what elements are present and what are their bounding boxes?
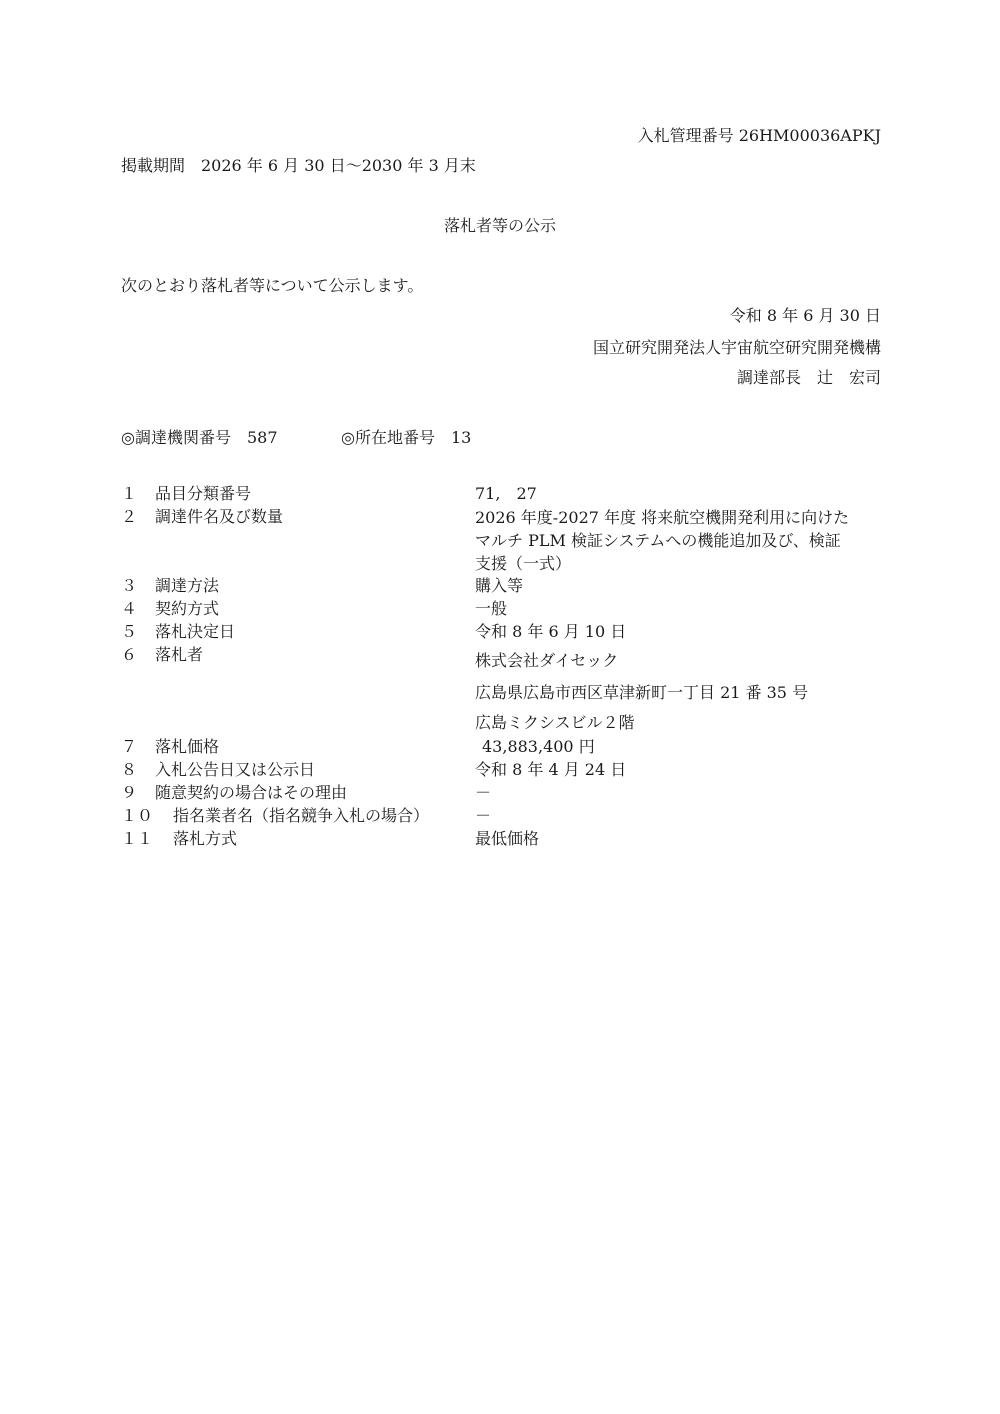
- item-label: 随意契約の場合はその理由: [155, 783, 348, 802]
- winner-address: 広島県広島市西区草津新町一丁目 21 番 35 号: [475, 683, 809, 702]
- location-code: ◎所在地番号 13: [341, 428, 472, 447]
- item-number: ６: [121, 645, 138, 664]
- item-label: 入札公告日又は公示日: [155, 760, 316, 779]
- item-value-line: 支援（一式）: [475, 554, 572, 573]
- item-value: 一般: [475, 599, 508, 618]
- item-label: 品目分類番号: [155, 484, 252, 503]
- procurement-agency-code: ◎調達機関番号 587: [121, 428, 278, 447]
- winner-name: 株式会社ダイセック: [475, 651, 619, 670]
- item-label: 落札価格: [155, 737, 220, 756]
- item-number: ７: [121, 737, 138, 756]
- item-number: １: [121, 484, 138, 503]
- item-number: １１: [121, 829, 154, 848]
- item-label: 調達方法: [155, 576, 220, 595]
- item-row: [121, 739, 881, 762]
- item-row: [121, 601, 881, 624]
- page-title: 落札者等の公示: [443, 216, 556, 235]
- item-value: －: [475, 806, 492, 825]
- winner-building: 広島ミクシスビル２階: [475, 713, 635, 732]
- item-value: 令和 8 年 6 月 10 日: [475, 622, 627, 641]
- item-label: 落札方式: [173, 829, 238, 848]
- intro-text: 次のとおり落札者等について公示します。: [121, 276, 424, 295]
- item-label: 指名業者名（指名競争入札の場合）: [173, 806, 430, 825]
- item-number: １０: [121, 806, 154, 825]
- item-row: [121, 578, 881, 601]
- issuer-organization: 国立研究開発法人宇宙航空研究開発機構: [592, 338, 881, 357]
- item-number: ４: [121, 599, 138, 618]
- issuer-official: 調達部長 辻 宏司: [736, 368, 881, 387]
- item-label: 落札者: [155, 645, 204, 664]
- item-row: [121, 785, 881, 808]
- item-label: 落札決定日: [155, 622, 236, 641]
- item-value-line: マルチ PLM 検証システムへの機能追加及び、検証: [475, 531, 841, 550]
- item-value: 最低価格: [475, 829, 540, 848]
- item-number: ２: [121, 507, 138, 526]
- item-number: ３: [121, 576, 138, 595]
- issue-date: 令和 8 年 6 月 30 日: [729, 306, 881, 325]
- item-value-line: 2026 年度-2027 年度 将来航空機開発利用に向けた: [475, 508, 850, 527]
- item-value: 71, 27: [475, 484, 537, 503]
- tender-number: 入札管理番号 26HM00036APKJ: [637, 126, 881, 145]
- item-number: ５: [121, 622, 138, 641]
- item-label: 契約方式: [155, 599, 220, 618]
- posting-period: 掲載期間 2026 年 6 月 30 日～2030 年 3 月末: [121, 156, 476, 175]
- item-row: [121, 624, 881, 647]
- item-value: 令和 8 年 4 月 24 日: [475, 760, 627, 779]
- item-row: [121, 808, 881, 831]
- item-value: －: [475, 783, 492, 802]
- item-value: [475, 506, 885, 575]
- item-row: [121, 831, 881, 854]
- item-number: ８: [121, 760, 138, 779]
- item-label: 調達件名及び数量: [155, 507, 284, 526]
- item-number: ９: [121, 783, 138, 802]
- item-value: 購入等: [475, 576, 524, 595]
- item-value: 43,883,400 円: [482, 737, 595, 756]
- item-row: [121, 762, 881, 785]
